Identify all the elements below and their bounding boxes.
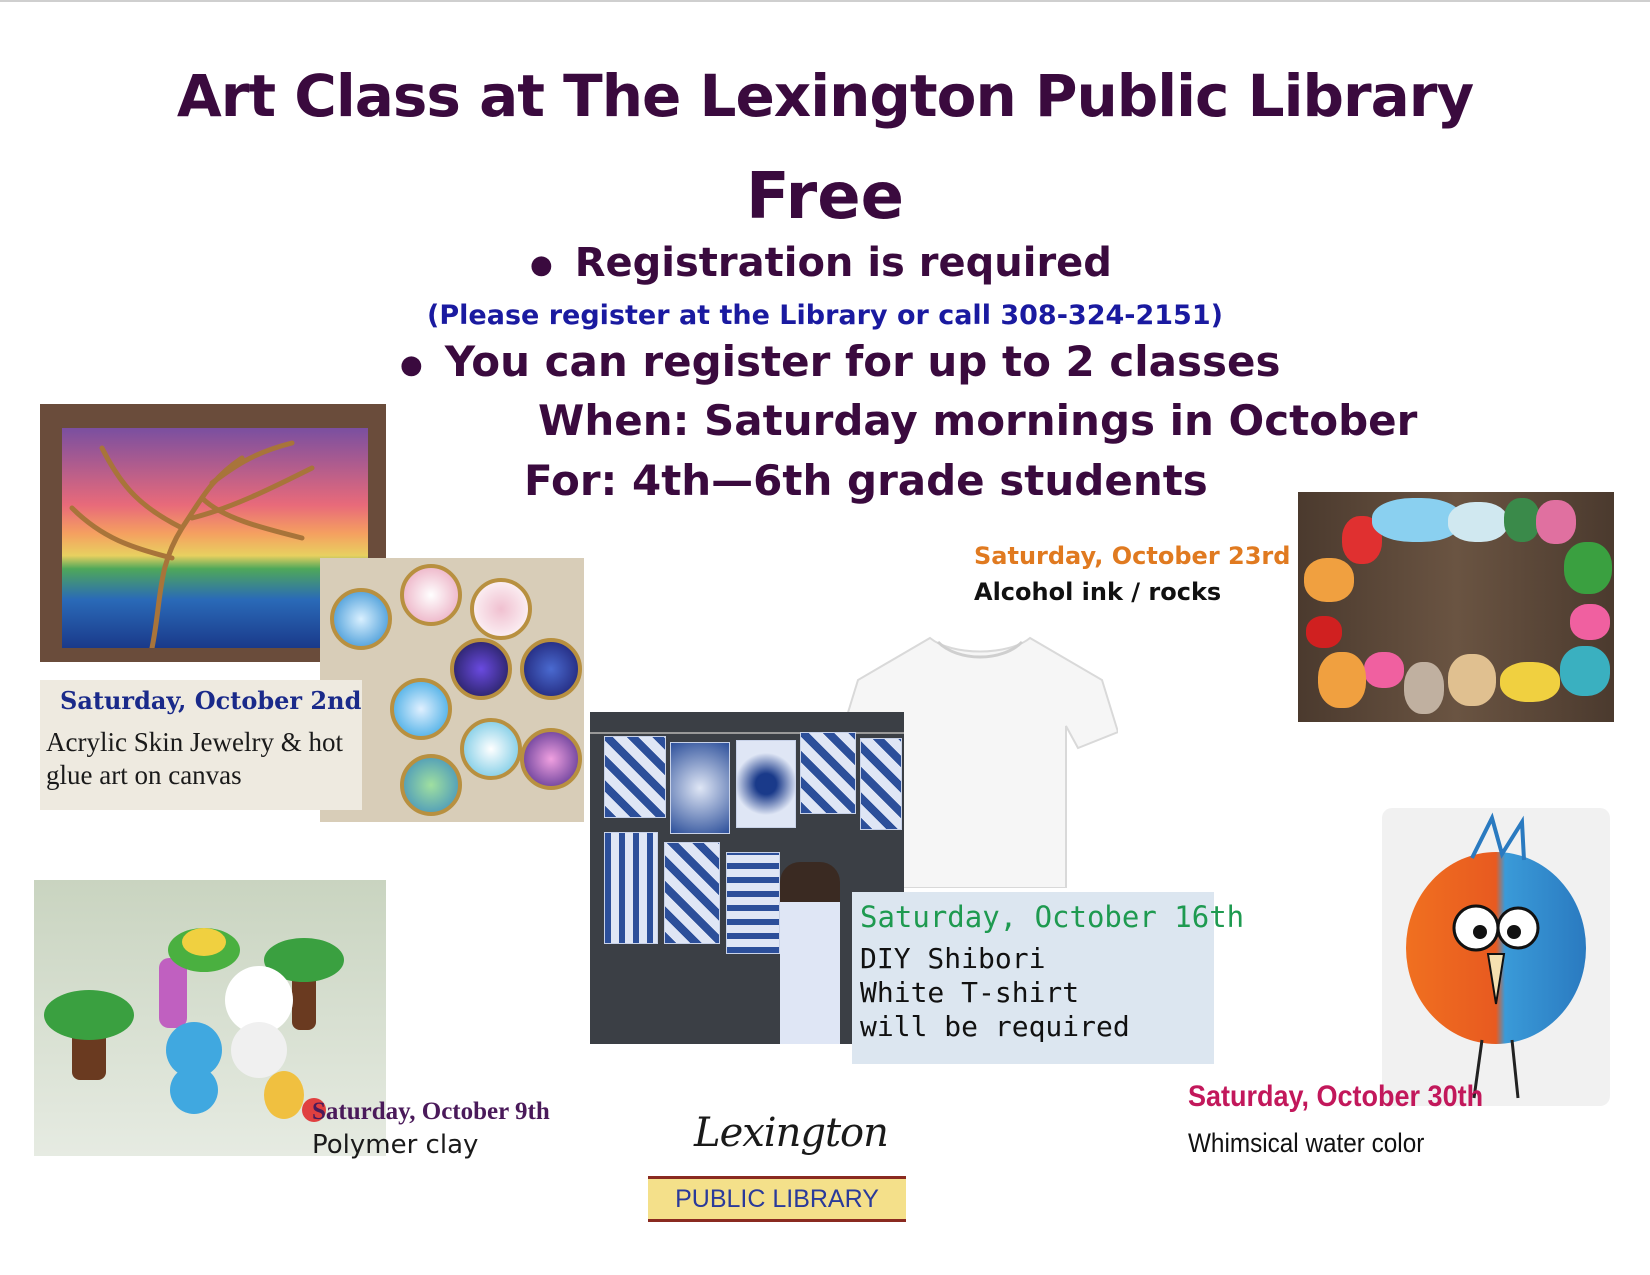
rock <box>1536 500 1576 544</box>
pendant <box>390 678 452 740</box>
limit-bullet <box>400 337 1281 386</box>
class-date: Saturday, October 16th <box>860 900 1245 934</box>
dyed-cloth <box>860 738 902 830</box>
dyed-cloth <box>664 842 720 944</box>
logo-band <box>648 1176 906 1222</box>
pendant <box>450 638 512 700</box>
rock <box>1448 654 1496 706</box>
dyed-cloth <box>726 852 780 954</box>
dyed-cloth <box>736 740 796 828</box>
library-logo <box>640 1104 916 1232</box>
top-border <box>0 0 1650 2</box>
rock <box>1318 652 1366 708</box>
registration-bullet <box>530 240 1112 286</box>
class-description: Polymer clay <box>312 1130 479 1160</box>
rock <box>1560 646 1610 696</box>
class-description: DIY Shibori White T-shirt will be required <box>860 942 1130 1043</box>
for-line: For: 4th—6th grade students <box>524 456 1208 505</box>
register-info: (Please register at the Library or call 308-324-2151) <box>427 300 1223 331</box>
page-title: Art Class at The Lexington Public Library <box>176 62 1474 130</box>
logo-band-text: PUBLIC LIBRARY <box>675 1185 879 1213</box>
rock <box>1448 502 1508 542</box>
clothesline <box>590 732 904 734</box>
rock <box>1500 662 1560 702</box>
pendant <box>470 578 532 640</box>
bird-icon <box>1382 808 1610 1106</box>
limit-text: You can register for up to 2 classes <box>444 337 1281 386</box>
class-description: Acrylic Skin Jewelry & hot glue art on canvas <box>46 727 343 790</box>
rock <box>1504 498 1540 542</box>
pendant <box>460 718 522 780</box>
rock <box>1570 604 1610 640</box>
bullet-icon: ● <box>530 250 553 280</box>
class-date: Saturday, October 2nd <box>60 686 362 715</box>
pendant <box>330 588 392 650</box>
when-line: When: Saturday mornings in October <box>538 396 1418 445</box>
pendant <box>520 728 582 790</box>
pendant <box>400 564 462 626</box>
rock <box>1404 662 1444 714</box>
class-date: Saturday, October 30th <box>1188 1080 1484 1113</box>
dyed-cloth <box>604 832 658 944</box>
logo-script-text: Lexington <box>694 1110 888 1156</box>
dyed-cloth <box>670 742 730 834</box>
class-description: Alcohol ink / rocks <box>974 578 1222 606</box>
whimsical-bird-image <box>1382 808 1610 1106</box>
person <box>780 862 840 1044</box>
pendant <box>520 638 582 700</box>
painted-rocks-image <box>1298 492 1614 722</box>
rock <box>1306 616 1342 648</box>
bullet-icon: ● <box>400 349 423 380</box>
rock <box>1364 652 1404 688</box>
free-heading: Free <box>746 160 904 234</box>
class-date: Saturday, October 9th <box>312 1098 550 1125</box>
class-date: Saturday, October 23rd <box>974 542 1291 570</box>
dyed-cloth <box>604 736 666 818</box>
class-description: Whimsical water color <box>1188 1128 1425 1158</box>
rock <box>1304 558 1354 602</box>
rock <box>1564 542 1612 594</box>
pendant <box>400 754 462 816</box>
registration-text: Registration is required <box>574 240 1112 286</box>
dyed-cloth <box>800 732 856 814</box>
